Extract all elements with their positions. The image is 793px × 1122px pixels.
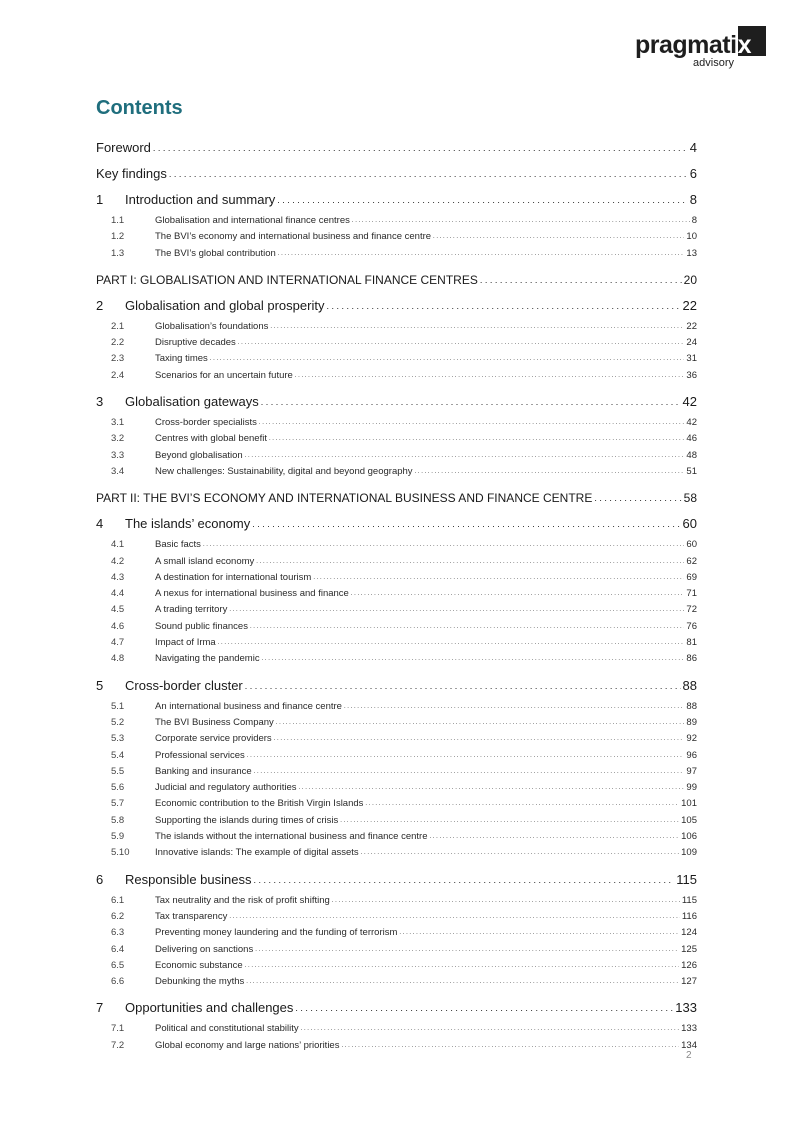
toc-entry-page: 69 [686,571,697,583]
toc-entry-number: 6.1 [111,894,125,906]
dot-leader [415,471,685,481]
dot-leader [229,609,684,619]
toc-entry-sec[interactable] [96,731,697,747]
toc-entry-label: Navigating the pandemic [155,653,260,665]
toc-entry-label: Tax neutrality and the risk of profit shifting [155,894,330,906]
toc-entry-number: 5.7 [111,798,125,810]
dot-leader [399,932,679,942]
toc-entry-sec[interactable] [96,229,697,245]
toc-entry-number: 6.6 [111,976,125,988]
toc-entry-chap[interactable] [96,187,697,213]
toc-entry-label: Scenarios for an uncertain future [155,369,293,381]
toc-entry-page: 20 [683,272,697,287]
toc-entry-number: 6.5 [111,959,125,971]
dot-leader [269,438,684,448]
toc-entry-number: 5.1 [111,700,125,712]
toc-entry-label: Professional services [155,749,245,761]
toc-entry-sec[interactable] [96,602,697,618]
toc-entry-number: 5.10 [111,847,130,859]
toc-entry-number: 5.5 [111,765,125,777]
toc-entry-sec[interactable] [96,796,697,812]
toc-entry-label: Globalisation and international finance centres [155,215,350,226]
toc-entry-page: 92 [686,733,697,745]
toc-entry-sec[interactable] [96,813,697,829]
toc-entry-label: Globalisation and global prosperity [125,297,325,313]
toc-entry-number: 4.7 [111,637,125,649]
toc-entry-sec[interactable] [96,942,697,958]
toc-entry-page: 60 [686,539,697,551]
toc-entry-number: 5.9 [111,831,125,843]
toc-entry-sec[interactable] [96,699,697,715]
toc-entry-page: 115 [676,871,697,887]
toc-entry-page: 8 [691,215,697,226]
toc-entry-number: 6 [96,871,104,887]
toc-entry-sec[interactable] [96,554,697,570]
dot-leader [169,174,688,187]
dot-leader [255,948,679,958]
toc-entry-sec[interactable] [96,635,697,651]
toc-entry-label: Economic contribution to the British Virgin Islands [155,798,364,810]
dot-leader [344,705,684,715]
toc-entry-page: 101 [681,798,697,810]
toc-entry-page: 60 [682,516,697,532]
toc-entry-chap[interactable] [96,673,697,699]
toc-entry-number: 6.4 [111,943,125,955]
dot-leader [262,658,685,668]
toc-entry-label: Globalisation gateways [125,394,259,410]
logo-subtitle: advisory [693,57,734,69]
toc-entry-label: Centres with global benefit [155,433,267,445]
toc-entry-number: 4.8 [111,653,125,665]
toc-entry-page: 22 [686,320,697,332]
toc-entry-label: Innovative islands: The example of digital assets [155,847,359,859]
toc-entry-page: 10 [686,231,697,243]
toc-entry-sec[interactable] [96,845,697,861]
toc-entry-page: 8 [689,192,697,207]
toc-entry-sec[interactable] [96,464,697,480]
toc-entry-page: 106 [681,831,697,843]
toc-entry-label: Responsible business [125,871,252,887]
toc-entry-page: 51 [686,465,697,477]
dot-leader [332,899,680,909]
toc-entry-page: 62 [686,555,697,567]
toc-entry-label: PART II: THE BVI’S ECONOMY AND INTERNATIONAL BUSINESS AND FINANCE CENTRE [96,491,593,506]
page-number: 2 [686,1050,692,1061]
toc-entry-page: 133 [681,1023,697,1035]
toc-entry-page: 58 [683,491,697,506]
dot-leader [270,326,684,336]
toc-entry-number: 4.4 [111,588,125,600]
toc-entry-sec[interactable] [96,351,697,367]
toc-entry-sec[interactable] [96,368,697,384]
toc-entry-number: 6.2 [111,910,125,922]
toc-entry-number: 3.1 [111,417,125,429]
toc-entry-number: 2.4 [111,369,125,381]
dot-leader [245,454,685,464]
toc-entry-page: 124 [681,927,697,939]
toc-entry-number: 4 [96,516,104,532]
toc-entry-label: Globalisation’s foundations [155,320,269,332]
toc-entry-chap[interactable] [96,867,697,893]
toc-entry-page: 109 [681,847,697,859]
toc-entry-page: 105 [681,814,697,826]
toc-entry-label: Cross-border cluster [125,677,243,693]
toc-entry-number: 5.4 [111,749,125,761]
toc-entry-number: 2 [96,297,104,313]
dot-leader [351,593,685,603]
toc-entry-number: 5.3 [111,733,125,745]
toc-entry-label: A small island economy [155,555,255,567]
toc-entry-page: 86 [686,653,697,665]
toc-entry-label: Basic facts [155,539,201,551]
dot-leader [245,686,681,699]
dot-leader [259,422,685,432]
toc-entry-label: A trading territory [155,604,228,616]
toc-entry-sec[interactable] [96,893,697,909]
toc-entry-chap[interactable] [96,293,697,319]
toc-entry-page: 31 [686,353,697,365]
toc-entry-label: The BVI’s global contribution [155,247,276,259]
toc-entry-page: 99 [686,782,697,794]
toc-entry-number: 4.6 [111,620,125,632]
toc-entry-page: 42 [682,394,697,410]
toc-entry-sec[interactable] [96,213,697,229]
dot-leader [276,722,685,732]
toc-entry-sec[interactable] [96,415,697,431]
dot-leader [250,626,684,636]
dot-leader [247,754,685,764]
toc-entry-sec[interactable] [96,1021,697,1037]
toc-entry-page: 13 [686,247,697,259]
toc-entry-label: Taxing times [155,353,208,365]
toc-entry-sec[interactable] [96,537,697,553]
toc-entry-page: 97 [686,765,697,777]
toc-entry-number: 4.3 [111,571,125,583]
toc-entry-label: Beyond globalisation [155,449,243,461]
toc-entry-number: 7 [96,1000,104,1016]
toc-entry-sec[interactable] [96,764,697,780]
toc-entry-sec[interactable] [96,829,697,845]
toc-entry-sec[interactable] [96,619,697,635]
toc-entry-label: Supporting the islands during times of crisis [155,814,339,826]
toc-entry-label: Key findings [96,166,167,181]
toc-entry-sec[interactable] [96,246,697,262]
toc-entry-label: Tax transparency [155,910,228,922]
toc-entry-page: 42 [686,417,697,429]
toc-entry-page: 115 [681,894,697,906]
dot-leader [352,220,690,230]
toc-entry-label: Opportunities and challenges [125,1000,294,1016]
toc-entry-label: Banking and insurance [155,765,252,777]
toc-entry-sec[interactable] [96,570,697,586]
toc-entry-page: 125 [681,943,697,955]
toc-entry-page: 71 [686,588,697,600]
toc-entry-sec[interactable] [96,335,697,351]
toc-entry-label: Debunking the myths [155,976,245,988]
dot-leader [252,524,680,537]
dot-leader [274,738,685,748]
toc-entry-label: Disruptive decades [155,337,236,349]
dot-leader [229,916,680,926]
toc-entry-number: 1.3 [111,247,125,259]
toc-entry-top[interactable] [96,161,697,187]
pragmatix-logo [626,24,766,72]
toc-entry-page: 134 [681,1039,697,1051]
toc-entry-page: 96 [686,749,697,761]
toc-entry-number: 4.2 [111,555,125,567]
toc-entry-sec[interactable] [96,748,697,764]
toc-entry-sec[interactable] [96,1038,697,1054]
toc-entry-label: Introduction and summary [125,192,276,207]
dot-leader [246,981,679,991]
toc-entry-sec[interactable] [96,909,697,925]
toc-entry-number: 7.1 [111,1023,125,1035]
dot-leader [301,1028,680,1038]
toc-entry-label: Impact of Irma [155,637,216,649]
toc-entry-page: 126 [681,959,697,971]
logo-x: x [737,31,751,59]
toc-entry-number: 1.2 [111,231,125,243]
toc-entry-number: 2.1 [111,320,125,332]
toc-entry-label: Delivering on sanctions [155,943,254,955]
toc-entry-number: 3.3 [111,449,125,461]
dot-leader [254,771,685,781]
dot-leader [480,281,682,293]
table-of-contents [96,135,697,1054]
dot-leader [433,236,684,246]
toc-entry-page: 6 [689,166,697,181]
toc-entry-page: 88 [686,700,697,712]
toc-entry-label: Judicial and regulatory authorities [155,782,297,794]
toc-entry-sec[interactable] [96,974,697,990]
toc-entry-page: 88 [682,677,697,693]
dot-leader [238,342,685,352]
toc-entry-sec[interactable] [96,431,697,447]
toc-entry-label: Cross-border specialists [155,417,257,429]
toc-entry-sec[interactable] [96,925,697,941]
toc-entry-page: 46 [686,433,697,445]
logo-wordmark: pragmatix [635,31,751,59]
toc-entry-number: 3 [96,394,104,410]
toc-entry-label: The islands without the international business and finance centre [155,831,428,843]
toc-entry-number: 2.3 [111,353,125,365]
dot-leader [430,836,680,846]
dot-leader [295,375,685,385]
dot-leader [594,499,681,511]
toc-entry-number: 6.3 [111,927,125,939]
toc-entry-number: 7.2 [111,1039,125,1051]
toc-entry-chap[interactable] [96,995,697,1021]
toc-entry-label: Global economy and large nations’ priorities [155,1039,340,1051]
toc-entry-sec[interactable] [96,958,697,974]
toc-entry-sec[interactable] [96,651,697,667]
toc-entry-sec[interactable] [96,715,697,731]
toc-entry-label: Corporate service providers [155,733,272,745]
toc-entry-number: 5.8 [111,814,125,826]
toc-entry-page: 127 [681,976,697,988]
toc-entry-page: 72 [686,604,697,616]
dot-leader [153,148,688,161]
toc-entry-label: The islands’ economy [125,516,251,532]
toc-entry-number: 3.4 [111,465,125,477]
toc-entry-page: 48 [686,449,697,461]
toc-entry-number: 4.5 [111,604,125,616]
toc-entry-page: 133 [675,1000,697,1016]
toc-entry-number: 4.1 [111,539,125,551]
toc-entry-sec[interactable] [96,586,697,602]
dot-leader [218,642,685,652]
toc-entry-page: 24 [686,337,697,349]
dot-leader [313,577,684,587]
toc-entry-label: New challenges: Sustainability, digital and beyond geography [155,465,413,477]
toc-entry-label: Political and constitutional stability [155,1023,299,1035]
dot-leader [203,544,684,554]
toc-entry-label: Economic substance [155,959,243,971]
toc-entry-page: 89 [686,716,697,728]
dot-leader [295,1008,673,1021]
toc-entry-label: A nexus for international business and finance [155,588,349,600]
dot-leader [253,880,674,893]
toc-entry-page: 22 [682,297,697,313]
toc-entry-sec[interactable] [96,448,697,464]
toc-entry-label: Sound public finances [155,620,248,632]
toc-entry-sec[interactable] [96,319,697,335]
toc-entry-page: 36 [686,369,697,381]
toc-entry-number: 2.2 [111,337,125,349]
toc-entry-label: Foreword [96,140,151,155]
dot-leader [361,852,679,862]
dot-leader [277,200,687,213]
toc-entry-label: An international business and finance centre [155,700,342,712]
toc-entry-label: A destination for international tourism [155,571,312,583]
toc-entry-page: 81 [686,637,697,649]
toc-entry-number: 5.6 [111,782,125,794]
dot-leader [341,1044,679,1054]
toc-entry-label: The BVI’s economy and international business and finance centre [155,231,432,243]
toc-entry-chap[interactable] [96,389,697,415]
toc-entry-number: 5 [96,677,104,693]
toc-entry-number: 1.1 [111,215,125,226]
toc-entry-sec[interactable] [96,780,697,796]
toc-entry-part[interactable] [96,267,697,293]
toc-entry-part[interactable] [96,485,697,511]
toc-entry-label: PART I: GLOBALISATION AND INTERNATIONAL FINANCE CENTRES [96,272,478,287]
toc-entry-page: 4 [689,140,697,155]
toc-entry-top[interactable] [96,135,697,161]
dot-leader [326,306,680,319]
toc-entry-page: 76 [686,620,697,632]
page-title: Contents [96,97,183,119]
toc-entry-label: Preventing money laundering and the funding of terrorism [155,927,398,939]
dot-leader [340,820,679,830]
toc-entry-number: 5.2 [111,716,125,728]
dot-leader [256,560,684,570]
toc-entry-number: 3.2 [111,433,125,445]
dot-leader [299,787,685,797]
dot-leader [210,358,685,368]
dot-leader [365,803,679,813]
toc-entry-number: 1 [96,192,104,207]
toc-entry-label: The BVI Business Company [155,716,274,728]
dot-leader [261,402,681,415]
toc-entry-chap[interactable] [96,511,697,537]
dot-leader [245,965,679,975]
dot-leader [278,252,685,262]
toc-entry-page: 116 [681,910,697,922]
